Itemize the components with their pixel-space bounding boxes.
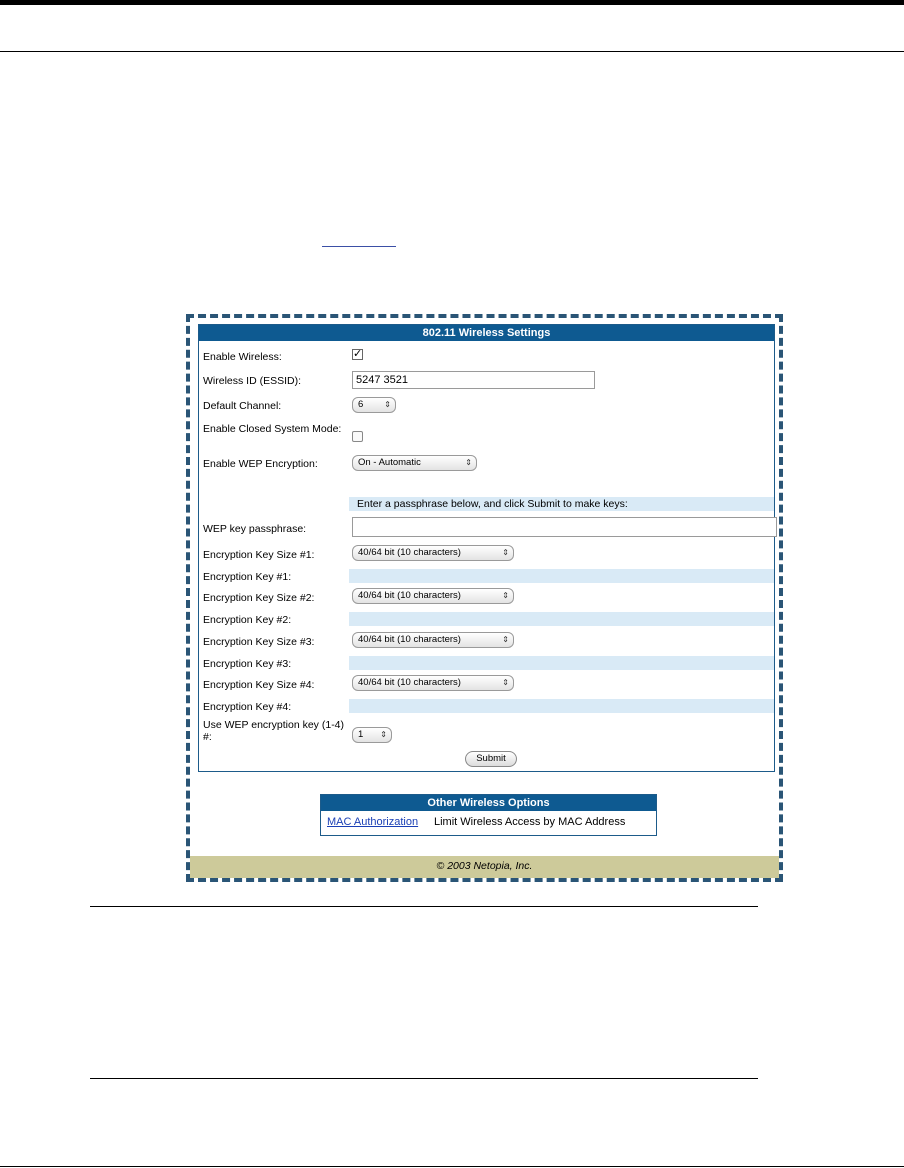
key-2-value [349, 612, 774, 626]
key-2-label: Encryption Key #2: [203, 614, 292, 626]
default-channel-select[interactable] [352, 397, 396, 413]
key-size-1-label: Encryption Key Size #1: [203, 549, 315, 561]
key-1-label: Encryption Key #1: [203, 571, 292, 583]
footer-copyright: © 2003 Netopia, Inc. [190, 856, 779, 878]
select-arrows-icon: ⇕ [502, 548, 509, 557]
select-arrows-icon: ⇕ [502, 591, 509, 600]
text-link-underline [322, 246, 396, 247]
screenshot-callout-frame [186, 314, 783, 882]
key-size-1-select[interactable] [352, 545, 514, 561]
use-key-select[interactable] [352, 727, 392, 743]
enable-wireless-checkbox[interactable]: ✓ [353, 348, 363, 360]
essid-input[interactable]: 5247 3521 [352, 371, 595, 389]
key-size-2-label: Encryption Key Size #2: [203, 592, 315, 604]
key-4-value [349, 699, 774, 713]
separator-rule-1 [90, 906, 758, 907]
key-1-value [349, 569, 774, 583]
key-3-value [349, 656, 774, 670]
key-size-3-select[interactable] [352, 632, 514, 648]
key-size-2-select[interactable] [352, 588, 514, 604]
separator-rule-2 [90, 1078, 758, 1079]
wep-encryption-label: Enable WEP Encryption: [203, 458, 318, 470]
closed-system-label: Enable Closed System Mode: [203, 423, 342, 435]
key-size-3-value: 40/64 bit (10 characters) [358, 634, 461, 645]
default-channel-value: 6 [358, 399, 364, 410]
passphrase-hint: Enter a passphrase below, and click Submit to make keys: [357, 498, 628, 510]
select-arrows-icon: ⇕ [384, 400, 391, 409]
key-size-4-value: 40/64 bit (10 characters) [358, 677, 461, 688]
key-size-4-label: Encryption Key Size #4: [203, 679, 315, 691]
key-size-3-label: Encryption Key Size #3: [203, 636, 315, 648]
submit-button[interactable]: Submit [465, 751, 517, 767]
mac-authorization-link[interactable]: MAC Authorization [327, 816, 419, 828]
select-arrows-icon: ⇕ [380, 730, 387, 739]
page-top-rule [0, 0, 904, 5]
key-3-label: Encryption Key #3: [203, 658, 292, 670]
header-rule [0, 51, 904, 52]
other-options-title: Other Wireless Options [321, 795, 656, 811]
key-size-4-select[interactable] [352, 675, 514, 691]
mac-authorization-description: Limit Wireless Access by MAC Address [434, 816, 626, 828]
enable-wireless-label: Enable Wireless: [203, 351, 282, 363]
key-size-1-value: 40/64 bit (10 characters) [358, 547, 461, 558]
use-key-value: 1 [358, 729, 364, 740]
wep-encryption-select[interactable] [352, 455, 477, 471]
passphrase-label: WEP key passphrase: [203, 523, 307, 535]
other-options-box [320, 794, 657, 836]
closed-system-checkbox[interactable] [352, 431, 363, 442]
select-arrows-icon: ⇕ [502, 635, 509, 644]
select-arrows-icon: ⇕ [502, 678, 509, 687]
essid-label: Wireless ID (ESSID): [203, 375, 302, 387]
key-4-label: Encryption Key #4: [203, 701, 292, 713]
key-size-2-value: 40/64 bit (10 characters) [358, 590, 461, 601]
passphrase-input[interactable] [352, 517, 777, 537]
panel-title: 802.11 Wireless Settings [199, 325, 774, 341]
default-channel-label: Default Channel: [203, 400, 282, 412]
use-key-label: Use WEP encryption key (1-4) #: [203, 719, 345, 743]
wireless-settings-panel [198, 324, 775, 772]
select-arrows-icon: ⇕ [465, 458, 472, 467]
page-bottom-rule [0, 1166, 904, 1167]
wep-encryption-value: On - Automatic [358, 457, 421, 468]
